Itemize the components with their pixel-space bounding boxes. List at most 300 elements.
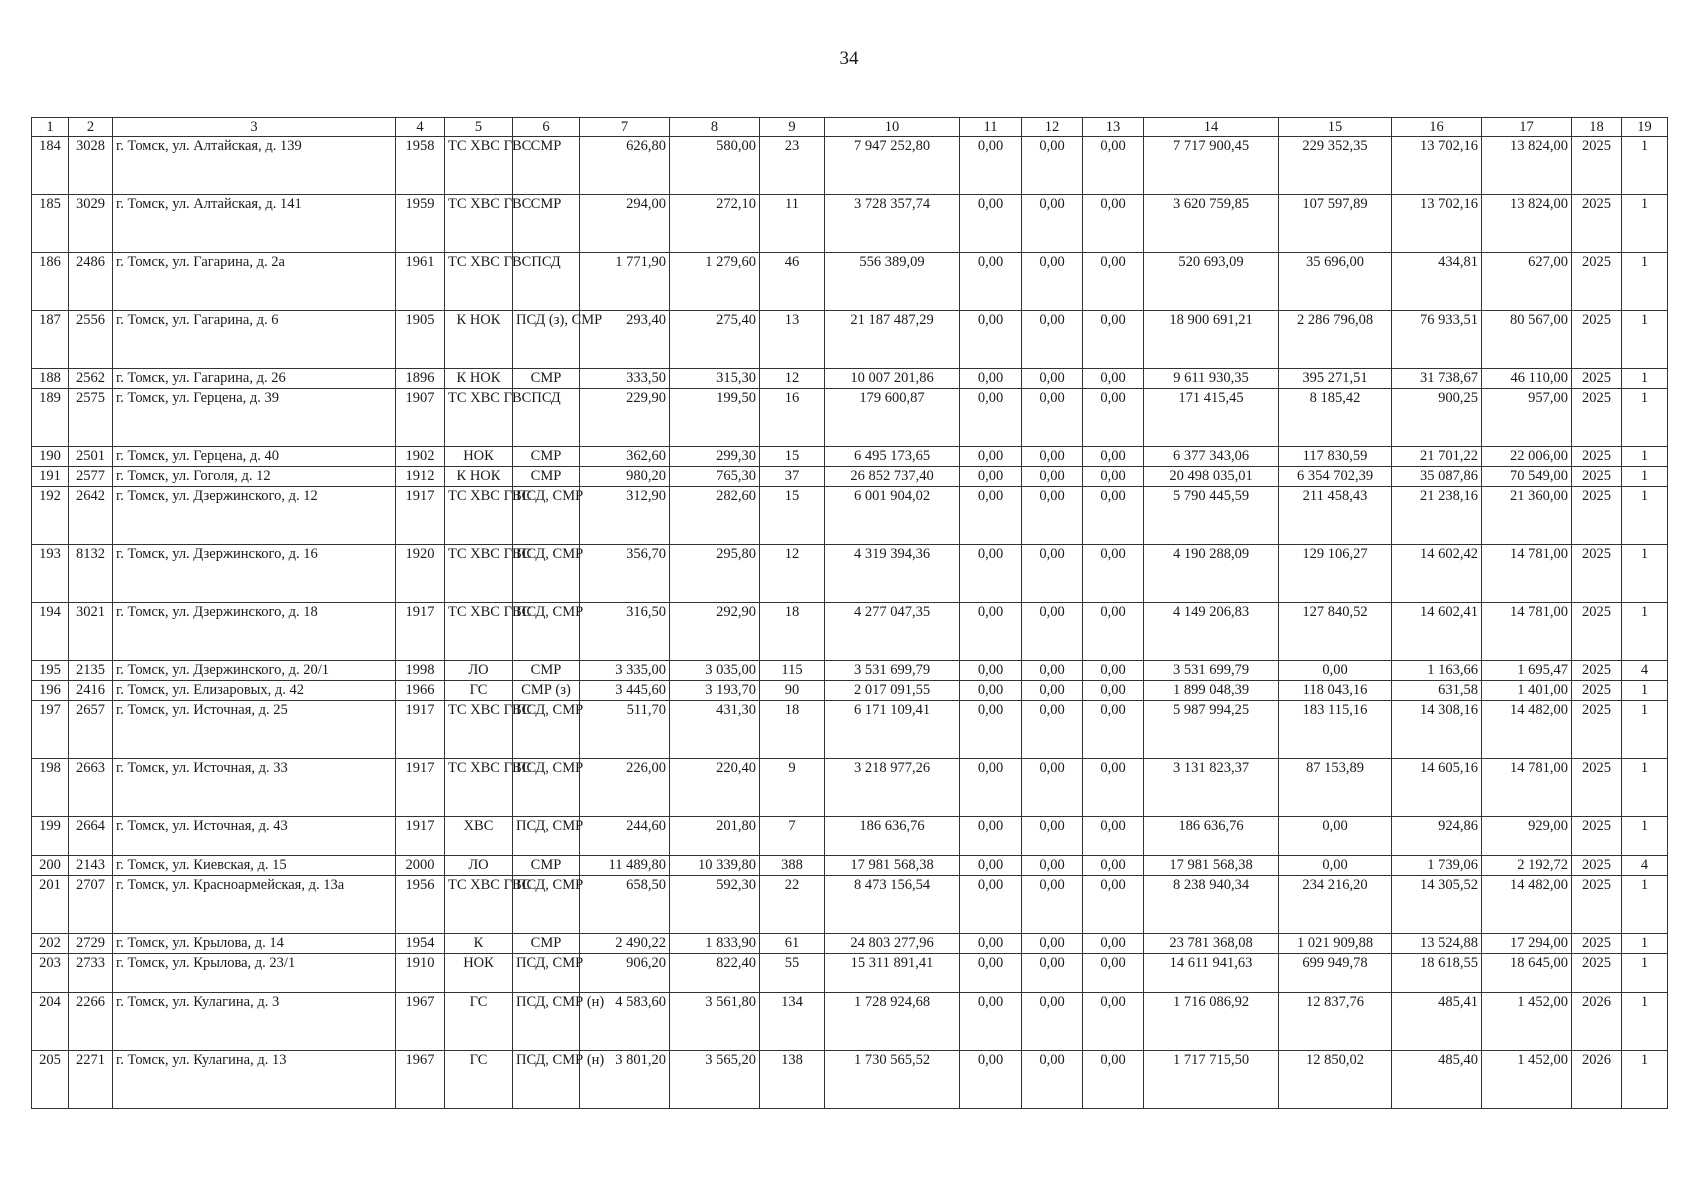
- table-cell: 1967: [396, 1051, 445, 1109]
- column-header: 10: [825, 118, 960, 137]
- table-row: [32, 661, 1668, 681]
- table-cell: 431,30: [670, 701, 760, 759]
- table-cell: 205: [32, 1051, 69, 1109]
- column-header: 5: [445, 118, 513, 137]
- table-cell: 1905: [396, 311, 445, 369]
- table-cell: 7: [760, 817, 825, 856]
- table-cell: 2025: [1572, 389, 1622, 447]
- table-cell: 2026: [1572, 993, 1622, 1051]
- table-cell: 14 602,42: [1392, 545, 1482, 603]
- table-cell: 37: [760, 467, 825, 487]
- table-cell: 1 163,66: [1392, 661, 1482, 681]
- table-cell: г. Томск, ул. Дзержинского, д. 16: [113, 545, 396, 603]
- table-cell: 2271: [69, 1051, 113, 1109]
- page-number: 34: [839, 48, 859, 69]
- table-cell: 80 567,00: [1482, 311, 1572, 369]
- table-cell: 1: [1622, 369, 1668, 389]
- table-cell: 1: [1622, 389, 1668, 447]
- table-cell: 4 190 288,09: [1144, 545, 1279, 603]
- table-cell: 12 837,76: [1279, 993, 1392, 1051]
- table-cell: ПСД, СМР: [513, 954, 580, 993]
- table-cell: 11: [760, 195, 825, 253]
- table-row: [32, 253, 1668, 311]
- table-cell: 631,58: [1392, 681, 1482, 701]
- table-cell: 2025: [1572, 876, 1622, 934]
- table-cell: 592,30: [670, 876, 760, 934]
- table-cell: 2143: [69, 856, 113, 876]
- table-cell: ТС ХВС ГВС: [445, 603, 513, 661]
- table-cell: 3021: [69, 603, 113, 661]
- table-cell: 14 305,52: [1392, 876, 1482, 934]
- table-cell: 556 389,09: [825, 253, 960, 311]
- table-cell: 195: [32, 661, 69, 681]
- table-cell: 1956: [396, 876, 445, 934]
- table-cell: К НОК: [445, 369, 513, 389]
- table-cell: 0,00: [960, 876, 1022, 934]
- table-cell: 0,00: [1022, 876, 1083, 934]
- table-cell: ТС ХВС ГВС: [445, 701, 513, 759]
- table-cell: 3 561,80: [670, 993, 760, 1051]
- table-cell: 2025: [1572, 661, 1622, 681]
- table-cell: 0,00: [1083, 137, 1144, 195]
- table-cell: 0,00: [1083, 681, 1144, 701]
- table-cell: г. Томск, ул. Герцена, д. 39: [113, 389, 396, 447]
- table-cell: г. Томск, ул. Герцена, д. 40: [113, 447, 396, 467]
- table-cell: 129 106,27: [1279, 545, 1392, 603]
- table-cell: 0,00: [1083, 661, 1144, 681]
- column-header: 4: [396, 118, 445, 137]
- table-cell: 822,40: [670, 954, 760, 993]
- table-cell: ГС: [445, 993, 513, 1051]
- table-cell: г. Томск, ул. Киевская, д. 15: [113, 856, 396, 876]
- table-cell: 3 531 699,79: [1144, 661, 1279, 681]
- table-cell: 199: [32, 817, 69, 856]
- table-cell: 193: [32, 545, 69, 603]
- column-header: 17: [1482, 118, 1572, 137]
- table-cell: 0,00: [1083, 954, 1144, 993]
- table-cell: 200: [32, 856, 69, 876]
- table-cell: ТС ХВС ГВС: [445, 545, 513, 603]
- table-cell: 2 490,22: [580, 934, 670, 954]
- table-cell: 0,00: [1022, 817, 1083, 856]
- table-cell: 2025: [1572, 934, 1622, 954]
- table-cell: ГС: [445, 681, 513, 701]
- table-cell: 1958: [396, 137, 445, 195]
- table-cell: 14 482,00: [1482, 701, 1572, 759]
- table-cell: 201: [32, 876, 69, 934]
- table-cell: 1959: [396, 195, 445, 253]
- table-cell: 957,00: [1482, 389, 1572, 447]
- table-body: [32, 137, 1668, 1109]
- table-cell: 0,00: [960, 954, 1022, 993]
- table-cell: 0,00: [1083, 369, 1144, 389]
- table-cell: 2664: [69, 817, 113, 856]
- table-cell: 70 549,00: [1482, 467, 1572, 487]
- table-cell: 4 149 206,83: [1144, 603, 1279, 661]
- table-cell: г. Томск, ул. Крылова, д. 23/1: [113, 954, 396, 993]
- table-cell: 0,00: [1083, 993, 1144, 1051]
- column-header: 2: [69, 118, 113, 137]
- table-cell: 198: [32, 759, 69, 817]
- table-cell: 12: [760, 545, 825, 603]
- table-cell: 929,00: [1482, 817, 1572, 856]
- table-cell: 21 360,00: [1482, 487, 1572, 545]
- table-cell: 1 899 048,39: [1144, 681, 1279, 701]
- table-cell: 187: [32, 311, 69, 369]
- table-cell: 2642: [69, 487, 113, 545]
- table-cell: 1902: [396, 447, 445, 467]
- table-cell: ПСД, СМР: [513, 759, 580, 817]
- table-cell: 485,41: [1392, 993, 1482, 1051]
- table-cell: г. Томск, ул. Кулагина, д. 13: [113, 1051, 396, 1109]
- table-cell: 0,00: [960, 603, 1022, 661]
- table-row: [32, 447, 1668, 467]
- table-cell: ПСД, СМР: [513, 603, 580, 661]
- table-cell: 211 458,43: [1279, 487, 1392, 545]
- table-cell: 35 696,00: [1279, 253, 1392, 311]
- table-cell: 1: [1622, 603, 1668, 661]
- table-cell: 76 933,51: [1392, 311, 1482, 369]
- table-cell: 485,40: [1392, 1051, 1482, 1109]
- table-cell: 0,00: [1083, 876, 1144, 934]
- table-cell: ПСД, СМР (н): [513, 1051, 580, 1109]
- table-cell: 1917: [396, 759, 445, 817]
- table-cell: 186: [32, 253, 69, 311]
- table-cell: ПСД, СМР: [513, 701, 580, 759]
- table-cell: 186 636,76: [1144, 817, 1279, 856]
- table-cell: 234 216,20: [1279, 876, 1392, 934]
- table-cell: 0,00: [1022, 661, 1083, 681]
- table-cell: 924,86: [1392, 817, 1482, 856]
- table-cell: 434,81: [1392, 253, 1482, 311]
- table-cell: 0,00: [1022, 603, 1083, 661]
- table-cell: 0,00: [1022, 681, 1083, 701]
- column-header: 19: [1622, 118, 1668, 137]
- table-cell: г. Томск, ул. Источная, д. 25: [113, 701, 396, 759]
- table-cell: 18: [760, 603, 825, 661]
- table-cell: ПСД, СМР: [513, 487, 580, 545]
- table-cell: 171 415,45: [1144, 389, 1279, 447]
- table-cell: 1 021 909,88: [1279, 934, 1392, 954]
- table-row: [32, 467, 1668, 487]
- table-cell: 138: [760, 1051, 825, 1109]
- table-cell: 0,00: [1083, 467, 1144, 487]
- table-cell: 1: [1622, 253, 1668, 311]
- table-row: [32, 195, 1668, 253]
- table-cell: 2135: [69, 661, 113, 681]
- table-cell: 395 271,51: [1279, 369, 1392, 389]
- table-cell: 0,00: [1279, 817, 1392, 856]
- table-cell: 1: [1622, 954, 1668, 993]
- table-cell: 0,00: [1083, 1051, 1144, 1109]
- table-cell: 18 645,00: [1482, 954, 1572, 993]
- table-cell: НОК: [445, 447, 513, 467]
- table-cell: 189: [32, 389, 69, 447]
- column-header: 15: [1279, 118, 1392, 137]
- column-header: 16: [1392, 118, 1482, 137]
- table-cell: 21 187 487,29: [825, 311, 960, 369]
- table-cell: 4: [1622, 856, 1668, 876]
- table-cell: 0,00: [1083, 195, 1144, 253]
- table-cell: 107 597,89: [1279, 195, 1392, 253]
- table-cell: 0,00: [1083, 701, 1144, 759]
- table-cell: 275,40: [670, 311, 760, 369]
- table-cell: 0,00: [960, 993, 1022, 1051]
- table-cell: 0,00: [960, 759, 1022, 817]
- table-cell: 15: [760, 487, 825, 545]
- table-row: [32, 759, 1668, 817]
- table-cell: 0,00: [960, 137, 1022, 195]
- table-cell: 299,30: [670, 447, 760, 467]
- table-cell: СМР: [513, 661, 580, 681]
- table-cell: 6 001 904,02: [825, 487, 960, 545]
- table-cell: 0,00: [960, 701, 1022, 759]
- table-cell: ТС ХВС ГВС: [445, 253, 513, 311]
- table-cell: 2025: [1572, 447, 1622, 467]
- table-cell: 6 495 173,65: [825, 447, 960, 467]
- table-cell: 1912: [396, 467, 445, 487]
- table-row: [32, 934, 1668, 954]
- table-cell: 14 781,00: [1482, 603, 1572, 661]
- table-cell: ТС ХВС ГВС: [445, 195, 513, 253]
- column-header: 11: [960, 118, 1022, 137]
- table-cell: 292,90: [670, 603, 760, 661]
- table-cell: 0,00: [1022, 487, 1083, 545]
- table-cell: 2 286 796,08: [1279, 311, 1392, 369]
- table-cell: 3 728 357,74: [825, 195, 960, 253]
- table-cell: 10 339,80: [670, 856, 760, 876]
- table-cell: 115: [760, 661, 825, 681]
- table-cell: 1: [1622, 311, 1668, 369]
- table-cell: 179 600,87: [825, 389, 960, 447]
- table-cell: 15 311 891,41: [825, 954, 960, 993]
- table-cell: ТС ХВС ГВС: [445, 389, 513, 447]
- table-cell: 1966: [396, 681, 445, 701]
- table-cell: 55: [760, 954, 825, 993]
- column-header: 7: [580, 118, 670, 137]
- table-cell: г. Томск, ул. Гагарина, д. 2а: [113, 253, 396, 311]
- table-cell: 2025: [1572, 253, 1622, 311]
- table-cell: 15: [760, 447, 825, 467]
- table-cell: СМР: [513, 447, 580, 467]
- table-cell: 1: [1622, 876, 1668, 934]
- table-cell: 1 695,47: [1482, 661, 1572, 681]
- table-cell: 0,00: [1022, 389, 1083, 447]
- table-row: [32, 701, 1668, 759]
- table-cell: 3 531 699,79: [825, 661, 960, 681]
- table-row: [32, 545, 1668, 603]
- table-cell: 2556: [69, 311, 113, 369]
- table-cell: 220,40: [670, 759, 760, 817]
- table-cell: 229,90: [580, 389, 670, 447]
- table-cell: 194: [32, 603, 69, 661]
- table-cell: 2486: [69, 253, 113, 311]
- table-cell: 1: [1622, 701, 1668, 759]
- table-cell: 127 840,52: [1279, 603, 1392, 661]
- table-cell: СМР: [513, 195, 580, 253]
- table-cell: 61: [760, 934, 825, 954]
- table-cell: 2025: [1572, 369, 1622, 389]
- column-header: 18: [1572, 118, 1622, 137]
- table-cell: 22 006,00: [1482, 447, 1572, 467]
- table-cell: 0,00: [960, 1051, 1022, 1109]
- table-cell: ЛО: [445, 661, 513, 681]
- table-cell: 14 308,16: [1392, 701, 1482, 759]
- table-cell: 2025: [1572, 681, 1622, 701]
- table-cell: 2026: [1572, 1051, 1622, 1109]
- table-cell: 3 035,00: [670, 661, 760, 681]
- table-cell: 626,80: [580, 137, 670, 195]
- table-cell: 0,00: [1022, 993, 1083, 1051]
- table-cell: 3 801,20: [580, 1051, 670, 1109]
- table-cell: 699 949,78: [1279, 954, 1392, 993]
- table-row: [32, 389, 1668, 447]
- table-cell: 13 702,16: [1392, 195, 1482, 253]
- table-cell: 0,00: [1083, 389, 1144, 447]
- table-cell: г. Томск, ул. Кулагина, д. 3: [113, 993, 396, 1051]
- table-cell: 1 739,06: [1392, 856, 1482, 876]
- table-row: [32, 311, 1668, 369]
- table-cell: г. Томск, ул. Дзержинского, д. 18: [113, 603, 396, 661]
- column-header: 12: [1022, 118, 1083, 137]
- table-cell: 35 087,86: [1392, 467, 1482, 487]
- table-cell: 22: [760, 876, 825, 934]
- table-cell: 0,00: [1022, 195, 1083, 253]
- table-cell: 0,00: [1022, 369, 1083, 389]
- table-cell: г. Томск, ул. Гоголя, д. 12: [113, 467, 396, 487]
- table-cell: 11 489,80: [580, 856, 670, 876]
- table-cell: 14 611 941,63: [1144, 954, 1279, 993]
- table-cell: 1: [1622, 467, 1668, 487]
- table-cell: 282,60: [670, 487, 760, 545]
- table-cell: 185: [32, 195, 69, 253]
- table-cell: 0,00: [960, 195, 1022, 253]
- table-cell: 7 947 252,80: [825, 137, 960, 195]
- table-cell: 1: [1622, 934, 1668, 954]
- table-cell: 1: [1622, 1051, 1668, 1109]
- column-header: 14: [1144, 118, 1279, 137]
- table-cell: 272,10: [670, 195, 760, 253]
- table-cell: 6 171 109,41: [825, 701, 960, 759]
- table-cell: г. Томск, ул. Алтайская, д. 139: [113, 137, 396, 195]
- table-cell: 1917: [396, 487, 445, 545]
- table-cell: ТС ХВС ГВС: [445, 137, 513, 195]
- table-cell: 3 445,60: [580, 681, 670, 701]
- table-cell: ПСД, СМР: [513, 876, 580, 934]
- table-cell: 0,00: [1022, 447, 1083, 467]
- table-cell: 13 824,00: [1482, 137, 1572, 195]
- table-cell: 2 017 091,55: [825, 681, 960, 701]
- table-cell: 1 730 565,52: [825, 1051, 960, 1109]
- table-cell: 1: [1622, 817, 1668, 856]
- table-cell: ПСД: [513, 389, 580, 447]
- table-cell: ТС ХВС ГВС: [445, 759, 513, 817]
- table-cell: г. Томск, ул. Алтайская, д. 141: [113, 195, 396, 253]
- table-row: [32, 369, 1668, 389]
- table-cell: г. Томск, ул. Дзержинского, д. 12: [113, 487, 396, 545]
- table-cell: 3028: [69, 137, 113, 195]
- table-cell: 1967: [396, 993, 445, 1051]
- table-cell: 312,90: [580, 487, 670, 545]
- table-cell: 18 618,55: [1392, 954, 1482, 993]
- table-cell: 13: [760, 311, 825, 369]
- table-cell: 3029: [69, 195, 113, 253]
- table-cell: 1917: [396, 603, 445, 661]
- table-row: [32, 817, 1668, 856]
- table-cell: 46 110,00: [1482, 369, 1572, 389]
- table-cell: 900,25: [1392, 389, 1482, 447]
- table-cell: 511,70: [580, 701, 670, 759]
- table-cell: 8132: [69, 545, 113, 603]
- table-cell: 0,00: [1022, 856, 1083, 876]
- table-cell: 24 803 277,96: [825, 934, 960, 954]
- table-cell: СМР: [513, 467, 580, 487]
- column-header: 3: [113, 118, 396, 137]
- table-cell: 0,00: [1022, 759, 1083, 817]
- table-cell: 17 981 568,38: [825, 856, 960, 876]
- table-cell: 1907: [396, 389, 445, 447]
- table-cell: 1: [1622, 993, 1668, 1051]
- table-row: [32, 993, 1668, 1051]
- table-cell: 4: [1622, 661, 1668, 681]
- table-cell: 90: [760, 681, 825, 701]
- table-cell: 1910: [396, 954, 445, 993]
- table-cell: 2266: [69, 993, 113, 1051]
- table-cell: 18: [760, 701, 825, 759]
- table-cell: ТС ХВС ГВС: [445, 487, 513, 545]
- table-cell: г. Томск, ул. Елизаровых, д. 42: [113, 681, 396, 701]
- table-cell: 2707: [69, 876, 113, 934]
- table-cell: 2025: [1572, 954, 1622, 993]
- table-cell: 0,00: [1083, 253, 1144, 311]
- table-cell: 0,00: [960, 487, 1022, 545]
- table-cell: 0,00: [1083, 487, 1144, 545]
- table-cell: 295,80: [670, 545, 760, 603]
- table-cell: 8 473 156,54: [825, 876, 960, 934]
- table-cell: 1 716 086,92: [1144, 993, 1279, 1051]
- table-cell: 4 319 394,36: [825, 545, 960, 603]
- table-cell: ЛО: [445, 856, 513, 876]
- table-cell: К: [445, 934, 513, 954]
- table-cell: 5 790 445,59: [1144, 487, 1279, 545]
- table-cell: 1896: [396, 369, 445, 389]
- table-cell: 12: [760, 369, 825, 389]
- table-cell: 5 987 994,25: [1144, 701, 1279, 759]
- table-cell: 293,40: [580, 311, 670, 369]
- table-cell: 0,00: [1022, 701, 1083, 759]
- table-cell: 1: [1622, 487, 1668, 545]
- table-cell: 21 238,16: [1392, 487, 1482, 545]
- table-cell: 0,00: [1022, 934, 1083, 954]
- table-cell: 2657: [69, 701, 113, 759]
- table-cell: СМР (з): [513, 681, 580, 701]
- table-cell: г. Томск, ул. Гагарина, д. 6: [113, 311, 396, 369]
- table-cell: 118 043,16: [1279, 681, 1392, 701]
- table-cell: СМР: [513, 934, 580, 954]
- table-cell: 0,00: [1083, 311, 1144, 369]
- table-cell: 315,30: [670, 369, 760, 389]
- table-cell: ГС: [445, 1051, 513, 1109]
- table-cell: 2416: [69, 681, 113, 701]
- table-cell: г. Томск, ул. Красноармейская, д. 13а: [113, 876, 396, 934]
- table-cell: 12 850,02: [1279, 1051, 1392, 1109]
- table-cell: 204: [32, 993, 69, 1051]
- table-cell: 183 115,16: [1279, 701, 1392, 759]
- table-cell: 14 602,41: [1392, 603, 1482, 661]
- table-cell: 23 781 368,08: [1144, 934, 1279, 954]
- table-cell: 1 401,00: [1482, 681, 1572, 701]
- table-cell: г. Томск, ул. Дзержинского, д. 20/1: [113, 661, 396, 681]
